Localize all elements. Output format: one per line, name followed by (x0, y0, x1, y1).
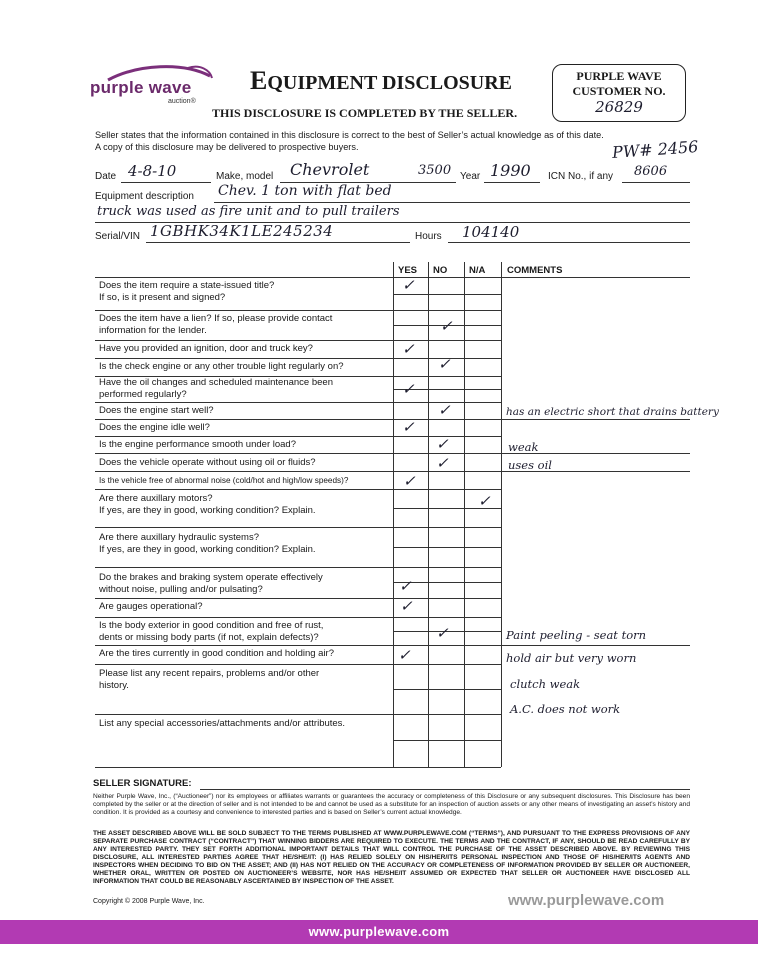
check-no-oil-fluids: ✓ (436, 454, 449, 472)
check-no-check-engine: ✓ (438, 355, 451, 373)
comment-engine-start: has an electric short that drains battery (506, 406, 719, 418)
check-yes-tires: ✓ (398, 646, 411, 664)
check-no-engine-performance: ✓ (436, 435, 449, 453)
model-value: 3500 (418, 163, 452, 178)
question-brakes: Do the brakes and braking system operate effectively without noise, pulling and/or pulsating? (99, 572, 323, 595)
question-abnormal-noise: Is the vehicle free of abnormal noise (cold/hot and high/low speeds)? (99, 476, 349, 485)
icn-label: ICN No., if any (548, 171, 614, 182)
question-keys: Have you provided an ignition, door and truck key? (99, 343, 313, 354)
check-yes-gauges: ✓ (400, 597, 413, 615)
year-value: 1990 (490, 161, 531, 180)
year-label: Year (460, 171, 481, 182)
question-engine-performance: Is the engine performance smooth under load? (99, 439, 296, 450)
date-label: Date (95, 171, 117, 182)
question-gauges: Are gauges operational? (99, 601, 203, 612)
seller-signature-label: SELLER SIGNATURE: (93, 778, 192, 789)
comment-engine-performance: weak (508, 440, 539, 454)
question-accessories: List any special accessories/attachments and/or attributes. (99, 718, 346, 729)
icn-value: 8606 (634, 164, 668, 179)
col-header-comments: COMMENTS (507, 265, 563, 276)
col-header-yes: YES (398, 265, 418, 276)
question-engine-start: Does the engine start well? (99, 405, 214, 416)
hours-value: 104140 (462, 223, 520, 241)
comment-oil-fluids: uses oil (508, 458, 552, 472)
comment-ac: A.C. does not work (510, 702, 621, 716)
page-title: EQUIPMENT DISCLOSURE (250, 66, 513, 95)
question-tires: Are the tires currently in good condition and holding air? (99, 648, 335, 659)
seller-signature-line (200, 789, 690, 790)
footer-website-link[interactable]: www.purplewave.com (308, 924, 450, 939)
question-body-exterior: Is the body exterior in good condition and free of rust, dents or missing body parts (if not, explain defects)? (99, 620, 324, 643)
question-repairs-history: Please list any recent repairs, problems and/or other history. (99, 668, 320, 691)
purple-wave-logo (88, 62, 218, 110)
equipment-label: Equipment description (95, 191, 194, 202)
check-yes-keys: ✓ (402, 340, 415, 358)
col-header-no: NO (433, 265, 448, 276)
question-aux-motors: Are there auxillary motors? If yes, are they in good, working condition? Explain. (99, 493, 316, 516)
website-grey: www.purplewave.com (508, 892, 665, 909)
check-yes-oil-changes: ✓ (402, 380, 415, 398)
serial-value: 1GBHK34K1LE245234 (150, 222, 334, 240)
check-yes-brakes: ✓ (399, 577, 412, 595)
brand-name: purple wave (90, 78, 192, 97)
check-na-aux-motors: ✓ (478, 492, 491, 510)
col-header-na: N/A (469, 265, 486, 276)
copyright: Copyright © 2008 Purple Wave, Inc. (93, 898, 205, 905)
equipment-value: Chev. 1 ton with flat bed (218, 183, 392, 199)
make-label: Make, model (216, 171, 274, 182)
customer-number: 26829 (595, 98, 643, 116)
question-oil-changes: Have the oil changes and scheduled maintenance been performed regularly? (99, 377, 333, 400)
serial-label: Serial/VIN (95, 231, 141, 242)
pw-number: PW# 2456 (611, 137, 699, 162)
question-title: Does the item require a state-issued title? If so, is it present and signed? (99, 280, 275, 303)
check-no-body-exterior: ✓ (436, 624, 449, 642)
disclaimer-paragraph-1: Neither Purple Wave, Inc., (“Auctioneer”) nor its employees or affiliates warrants or guarantees the accuracy or completeness of this Disclosure or any subsequent disclosures. This Disclosure has been completed by the seller or at the direction of seller and is not intended to be and cannot be used as a substitute for an inspection of auction assets or any other means of investigating an asset’s history and condition. It is provided as a courtesy and convenience to interested parties and is based on Seller’s current actual knowledge. (93, 793, 690, 816)
check-yes-title: ✓ (402, 276, 415, 294)
check-no-engine-start: ✓ (438, 401, 451, 419)
intro-line2: A copy of this disclosure may be delivered to prospective buyers. (95, 142, 359, 152)
customer-number-box (552, 64, 686, 122)
intro-line1: Seller states that the information contained in this disclosure is correct to the best of Seller’s actual knowledge as of this date. (95, 130, 604, 140)
check-no-lien: ✓ (440, 317, 453, 335)
equipment-value-2: truck was used as fire unit and to pull trailers (97, 204, 400, 219)
hours-label: Hours (415, 231, 442, 242)
question-aux-hydraulics: Are there auxillary hydraulic systems? If yes, are they in good, working condition? Explain. (99, 532, 316, 555)
check-yes-abnormal-noise: ✓ (403, 472, 416, 490)
question-engine-idle: Does the engine idle well? (99, 422, 210, 433)
comment-body-exterior: Paint peeling - seat torn (506, 628, 647, 642)
footer-bar (0, 920, 758, 944)
page-subtitle: THIS DISCLOSURE IS COMPLETED BY THE SELLER. (212, 106, 518, 120)
disclaimer-paragraph-2: THE ASSET DESCRIBED ABOVE WILL BE SOLD SUBJECT TO THE TERMS PUBLISHED AT WWW.PURPLEWAVE.COM (“TERMS”), AND PURSUANT TO THE EXPRESS PROVISIONS OF ANY SEPARATE PURCHASE CONTRACT (“CONTRACT”) THAT WINNING BIDDERS ARE REQUIRED TO EXECUTE. THE TERMS AND THE CONTRACT, IF ANY, SHOULD BE READ CAREFULLY BY ANY INTERESTED PARTY. THEY SET FORTH ADDITIONAL IMPORTANT DETAILS THAT WILL CONTROL THE PURCHASE OF THE ASSET DESCRIBED ABOVE. BY REVIEWING THIS DISCLOSURE, ALL INTERESTED PARTIES AGREE THAT HE/SHE/IT: (I) HAS RELIED SOLELY ON HIS/HER/ITS PERSONAL INSPECTION AND THOSE OF HIS/HER/ITS AGENTS AND INSPECTORS WHEN DECIDING TO BID ON THE ASSET; AND (II) HAS NOT RELIED ON THE ACCURACY OR COMPLETENESS OF INFORMATION PROVIDED BY SELLER OR AUCTIONEER, WHETHER ORAL, WRITTEN OR POSTED ON AUCTIONEER’S WEBSITE, NOR HAS HE/SHE/IT ASSUMED OR EXPECTED THAT SELLER OR AUCTIONEER HAVE DISCLOSED ALL INFORMATION THAT COULD BE REASONABLY ASCERTAINED BY INSPECTION OF THE ASSET. (93, 830, 690, 885)
question-check-engine: Is the check engine or any other trouble light regularly on? (99, 361, 344, 372)
brand-sub: auction® (168, 98, 196, 105)
make-value: Chevrolet (290, 160, 370, 179)
date-value: 4-8-10 (128, 162, 177, 180)
question-lien: Does the item have a lien? If so, please provide contact information for the lender. (99, 313, 333, 336)
check-yes-engine-idle: ✓ (402, 418, 415, 436)
comment-clutch: clutch weak (510, 677, 581, 691)
question-oil-fluids: Does the vehicle operate without using oil or fluids? (99, 457, 316, 468)
customer-box-line2: CUSTOMER NO. (572, 84, 666, 98)
customer-box-line1: PURPLE WAVE (576, 69, 662, 83)
comment-tires: hold air but very worn (506, 651, 637, 665)
